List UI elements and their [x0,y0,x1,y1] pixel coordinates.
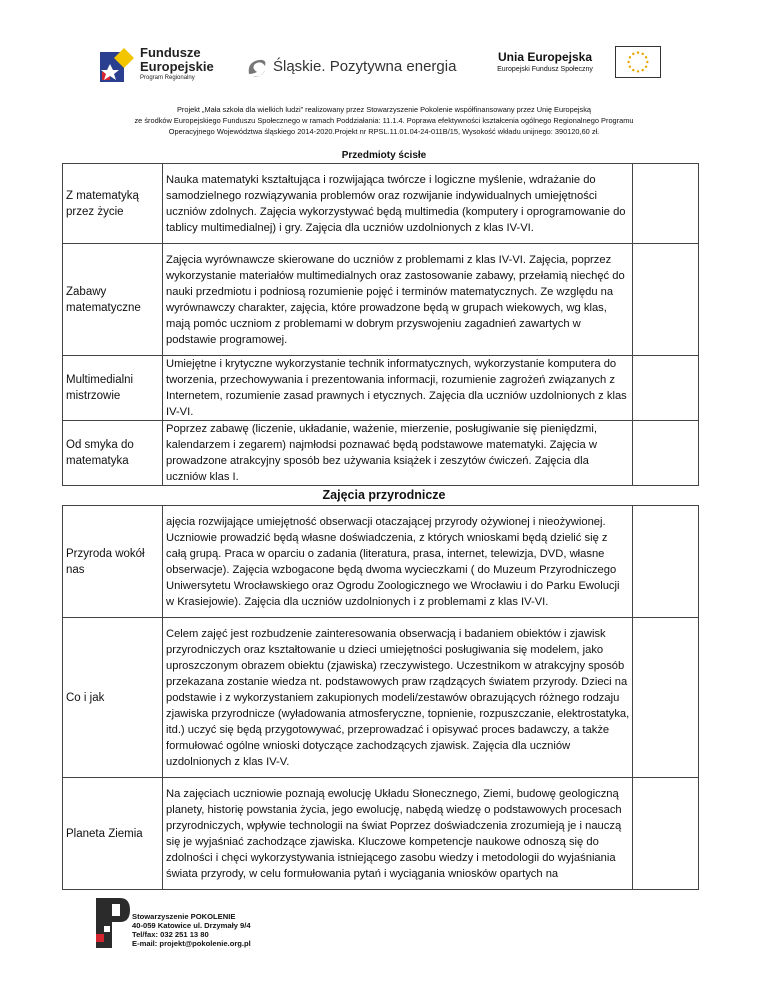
course-name: Multimedialni mistrzowie [63,356,163,421]
footer-org: Stowarzyszenie POKOLENIE [132,912,236,921]
eu-flag-icon [615,46,661,78]
eu-star-icon [632,69,634,71]
empty-cell [633,244,699,356]
table-row [63,506,699,618]
slaskie-logo [245,56,456,78]
eu-star-icon [632,53,634,55]
course-description: ajęcia rozwijające umiejętność obserwacji otaczającej przyrody ożywionej i nieożywionej. Uczniowie prowadzić będą własne doświadczenia, z których wnioskami będą dzielić się z całą grupą. Praca w oparciu o zadania (literatura, prasa, internet, telewizja, DVD, własne obserwacje). Zajęcia wzbogacone będą dwoma wycieczkami ( do Muzeum Przyrodniczego Uniwersytetu Wrocławskiego oraz Ogrodu Zoologicznego we Wrocławiu i do Parku Ewolucji w Krasiejowie). Zajęcia dla uczniów uzdolnionych i z problemami z klas IV-VI. [163,506,633,618]
eu-star-icon [637,51,639,53]
table-row [63,778,699,890]
project-line2: ze środków Europejskiego Funduszu Społecznego w ramach Poddziałania: 11.1.4. Poprawa efektywności kształcenia ogólnego Regionalnego Programu [134,116,634,125]
course-description: Celem zajęć jest rozbudzenie zainteresowania obserwacją i badaniem obiektów i zjawisk przyrodniczych oraz kształtowanie u dzieci umiejętności posługiwania się modelem, jako uproszczonym obrazem obiektu (zjawiska) rzeczywistego. Uczestnikom w atrakcyjny sposób przekazana zostanie wiedza nt. podstawowych praw rządzących światem przyrody. Dzieci na podstawie i z wykorzystaniem zakupionych modeli/zestawów obrazujących różnego rodzaju zjawiska przyrodnicze (wyładowania atmosferyczne, topnienie, rozpuszczanie, elektrostatyka, itd.) uczyć się będą przygotowywać, przeprowadzać i opisywać proces badawczy, a także formułować ogólne wnioski dotyczące zachodzących zjawisk. Zajęcia dla uczniów uzdolnionych z klas IV-V. [163,618,633,778]
section1-table [62,163,699,486]
course-description: Na zajęciach uczniowie poznają ewolucję Układu Słonecznego, Ziemi, budowę geologiczną planety, historię powstania życia, jego ewolucję, nabędą wiedzę o podstawowych procesach przyrodniczych, wpływie technologii na świat Poprzez doświadczenia zrozumieją je i nauczą się je wyjaśniać zachodzące zjawiska. Kluczowe kompetencje naukowe odnoszą się do zdolności i chęci wykorzystywania istniejącego zasobu wiedzy i metodologii do wyjaśniania świata przyrody, w celu formułowania pytań i wyciągania wniosków opartych na [163,778,633,890]
eu-star-icon [629,65,631,67]
table-row [63,164,699,244]
table-row [63,618,699,778]
section2-caption: Zajęcia przyrodnicze [322,488,446,502]
fe-line1: Fundusze [140,45,201,60]
project-line1: Projekt „Mała szkoła dla wielkich ludzi” realizowany przez Stowarzyszenie Pokolenie współfinansowany przez Unię Europejską [176,105,592,114]
eu-star-icon [646,61,648,63]
empty-cell [633,506,699,618]
eu-star-icon [641,69,643,71]
course-name: Z matematyką przez życie [63,164,163,244]
footer-contact [132,912,251,948]
table-row [63,356,699,421]
course-description: Umiejętne i krytyczne wykorzystanie technik informatycznych, wykorzystanie komputera do tworzenia, przechowywania i prezentowania informacji, rozumienie zagrożeń związanych z Internetem, rozumienie zasad prawnych i etycznych. Zajęcia dla uczniów uzdolnionych z klas IV-VI. [163,356,633,421]
slaskie-brand: Śląskie. [273,57,326,75]
course-name: Planeta Ziemia [63,778,163,890]
fe-star-icon [100,46,134,86]
ue-subtitle: Europejski Fundusz Społeczny [497,66,593,73]
section1-caption: Przedmioty ścisłe [341,150,427,161]
project-info [40,104,728,137]
fe-line2: Europejskie [140,59,214,74]
course-description: Zajęcia wyrównawcze skierowane do uczniów z problemami z klas IV-VI. Zajęcia, poprzez wykorzystanie materiałów multimedialnych oraz zastosowanie zabawy, przełamią niechęć do nauki przedmiotu i podniosą rozumienie pojęć i terminów matematycznych. Ze względu na wyrównawczy charakter, zajęcia, które prowadzone będą w grupach wiekowych, wg klas, mają pomóc uczniom z problemami w dobrym przyswojeniu zagadnień zawartych w podstawie programowej. [163,244,633,356]
empty-cell [633,618,699,778]
course-name: Co i jak [63,618,163,778]
empty-cell [633,421,699,486]
course-description: Poprzez zabawę (liczenie, układanie, ważenie, mierzenie, posługiwanie się pieniędzmi, kalendarzem i zegarem) najmłodsi poznawać będą podstawowe matematyki. Zajęcia w prowadzone atrakcyjny sposób bez używania książek i zeszytów ćwiczeń. Zajęcia dla uczniów klas I. [163,421,633,486]
slaskie-tagline: Pozytywna energia [329,57,457,75]
eu-star-icon [627,61,629,63]
footer-phone: Tel/fax: 032 251 13 80 [132,930,209,939]
pokolenie-logo-icon [96,896,130,948]
eu-star-icon [645,56,647,58]
footer-email: E-mail: projekt@pokolenie.org.pl [132,939,251,948]
footer-address: 40-059 Katowice ul. Drzymały 9/4 [132,921,251,930]
course-description: Nauka matematyki kształtująca i rozwijająca twórcze i logiczne myślenie, wdrażanie do samodzielnego rozwiązywania problemów oraz rozwijanie indywidualnych umiejętności uczniów zdolnych. Zajęcia wykorzystywać będą multimedia (komputery i oprogramowanie do tablicy multimedialnej) i gry. Zajęcia dla uczniów uzdolnionych z klas IV-VI. [163,164,633,244]
course-name: Zabawy matematyczne [63,244,163,356]
table-row [63,421,699,486]
ue-title: Unia Europejska [497,50,593,64]
eu-star-icon [629,56,631,58]
fe-line3: Program Regionalny [140,75,195,81]
section2-table [62,505,699,890]
empty-cell [633,164,699,244]
footer [96,896,356,966]
empty-cell [633,356,699,421]
eu-star-icon [645,65,647,67]
ue-text-block [490,50,600,76]
course-name: Przyroda wokół nas [63,506,163,618]
empty-cell [633,778,699,890]
project-line3: Operacyjnego Województwa śląskiego 2014-2020.Projekt nr RPSL.11.01.04-24-011B/15, Wysokość wkładu unijnego: 390120,60 zł. [168,127,600,136]
slaskie-swirl-icon [245,56,269,78]
table-row [63,244,699,356]
logo-bar [0,38,768,94]
course-name: Od smyka do matematyka [63,421,163,486]
eu-star-icon [637,70,639,72]
eu-star-icon [641,53,643,55]
